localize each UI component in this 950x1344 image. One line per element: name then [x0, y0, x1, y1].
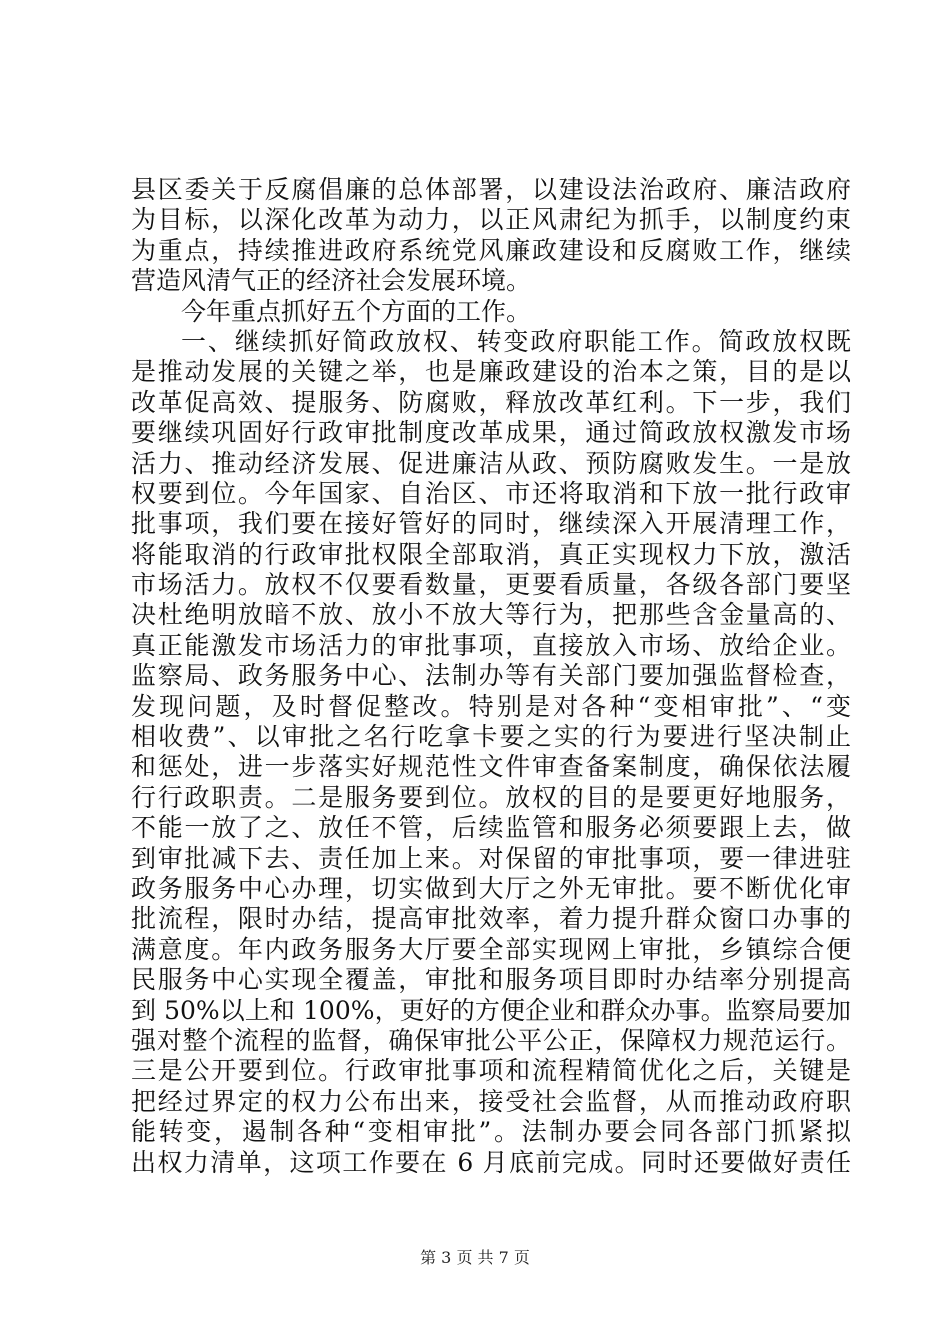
- text-line: 到审批减下去、责任加上来。对保留的审批事项，要一律进驻: [131, 843, 851, 873]
- text-line: 满意度。年内政务服务大厅要全部实现网上审批，乡镇综合便: [131, 934, 851, 964]
- text-line: 一、继续抓好简政放权、转变政府职能工作。简政放权既: [181, 326, 851, 356]
- text-line: 相收费”、以审批之名行吃拿卡要之实的行为要进行坚决制止: [131, 722, 851, 752]
- text-line: 将能取消的行政审批权限全部取消，真正实现权力下放，激活: [131, 539, 851, 569]
- text-line: 民服务中心实现全覆盖，审批和服务项目即时办结率分别提高: [131, 965, 851, 995]
- text-line: 到 50%以上和 100%，更好的方便企业和群众办事。监察局要加: [131, 995, 851, 1025]
- text-line: 行行政职责。二是服务要到位。放权的目的是要更好地服务，: [131, 782, 851, 812]
- text-line: 营造风清气正的经济社会发展环境。: [131, 266, 532, 296]
- text-line: 发现问题，及时督促整改。特别是对各种“变相审批”、“变: [131, 691, 851, 721]
- text-line: 权要到位。今年国家、自治区、市还将取消和下放一批行政审: [131, 478, 851, 508]
- text-line: 三是公开要到位。行政审批事项和流程精简优化之后，关键是: [131, 1056, 851, 1086]
- text-line: 政务服务中心办理，切实做到大厅之外无审批。要不断优化审: [131, 873, 851, 903]
- text-line: 能转变，遏制各种“变相审批”。法制办要会同各部门抓紧拟: [131, 1117, 851, 1147]
- text-line: 今年重点抓好五个方面的工作。: [181, 296, 532, 326]
- document-body: [131, 175, 851, 1178]
- text-line: 批流程，限时办结，提高审批效率，着力提升群众窗口办事的: [131, 904, 851, 934]
- page-footer: 第 3 页 共 7 页: [420, 1248, 530, 1267]
- text-line: 强对整个流程的监督，确保审批公平公正，保障权力规范运行。: [131, 1025, 851, 1055]
- text-line: 为目标，以深化改革为动力，以正风肃纪为抓手，以制度约束: [131, 205, 851, 235]
- text-line: 不能一放了之、放任不管，后续监管和服务必须要跟上去，做: [131, 813, 851, 843]
- text-line: 市场活力。放权不仅要看数量，更要看质量，各级各部门要坚: [131, 570, 851, 600]
- text-line: 和惩处，进一步落实好规范性文件审查备案制度，确保依法履: [131, 752, 851, 782]
- text-line: 县区委关于反腐倡廉的总体部署，以建设法治政府、廉洁政府: [131, 175, 851, 204]
- text-line: 批事项，我们要在接好管好的同时，继续深入开展清理工作，: [131, 509, 851, 539]
- text-line: 活力、推动经济发展、促进廉洁从政、预防腐败发生。一是放: [131, 448, 851, 478]
- text-line: 监察局、政务服务中心、法制办等有关部门要加强监督检查，: [131, 661, 851, 691]
- text-line: 出权力清单，这项工作要在 6 月底前完成。同时还要做好责任: [131, 1147, 851, 1177]
- text-line: 把经过界定的权力公布出来，接受社会监督，从而推动政府职: [131, 1086, 851, 1116]
- text-line: 改革促高效、提服务、防腐败，释放改革红利。下一步，我们: [131, 387, 851, 417]
- text-line: 为重点，持续推进政府系统党风廉政建设和反腐败工作，继续: [131, 235, 851, 265]
- text-line: 是推动发展的关键之举，也是廉政建设的治本之策，目的是以: [131, 357, 851, 387]
- text-line: 真正能激发市场活力的审批事项，直接放入市场、放给企业。: [131, 630, 851, 660]
- text-line: 要继续巩固好行政审批制度改革成果，通过简政放权激发市场: [131, 418, 851, 448]
- text-line: 决杜绝明放暗不放、放小不放大等行为，把那些含金量高的、: [131, 600, 851, 630]
